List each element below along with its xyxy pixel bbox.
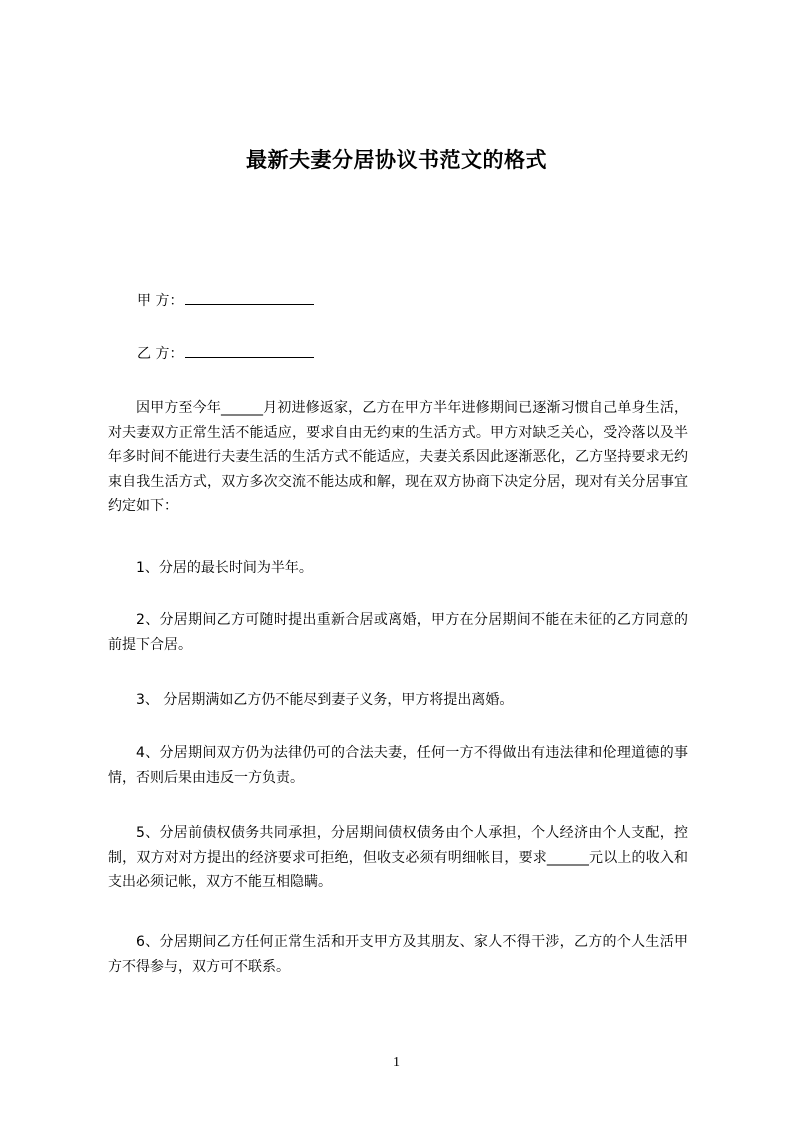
party-a-label: 甲 方： [137, 293, 184, 309]
clause-2: 2、分居期间乙方可随时提出重新合居或离婚，甲方在分居期间不能在未征的乙方同意的前提下合居。 [108, 612, 688, 653]
intro-paragraph: 因甲方至今年______月初进修返家，乙方在甲方半年进修期间已逐渐习惯自己单身生活，对夫妻双方正常生活不能适应，要求自由无约束的生活方式。甲方对缺乏关心，受冷落以及半年多时间不能进行夫妻生活的生活方式不能适应，夫妻关系因此逐渐恶化，乙方坚持要求无约束自我生活方式，双方多次交流不能达成和解，现在双方协商下决定分居，现对有关分居事宜约定如下： [108, 400, 688, 514]
party-b-label: 乙 方： [137, 346, 184, 362]
clause-1: 1、分居的最长时间为半年。 [136, 560, 313, 576]
clause-5: 5、分居前债权债务共同承担，分居期间债权债务由个人承担，个人经济由个人支配，控制，双方对对方提出的经济要求可拒绝，但收支必须有明细帐目，要求______元以上的收入和支出必须记帐，双方不能互相隐瞒。 [108, 825, 688, 890]
clause-3: 3、 分居期满如乙方仍不能尽到妻子义务，甲方将提出离婚。 [136, 692, 514, 708]
party-a-line [137, 292, 314, 310]
party-b-blank [185, 345, 314, 358]
party-b-line [137, 345, 314, 363]
document-title: 最新夫妻分居协议书范文的格式 [246, 148, 547, 172]
party-a-blank [185, 292, 314, 305]
page-number: 1 [393, 1055, 400, 1070]
clause-6: 6、分居期间乙方任何正常生活和开支甲方及其朋友、家人不得干涉，乙方的个人生活甲方不得参与，双方可不联系。 [108, 934, 688, 975]
clause-4: 4、分居期间双方仍为法律仍可的合法夫妻，任何一方不得做出有违法律和伦理道德的事情，否则后果由违反一方负责。 [108, 745, 688, 786]
